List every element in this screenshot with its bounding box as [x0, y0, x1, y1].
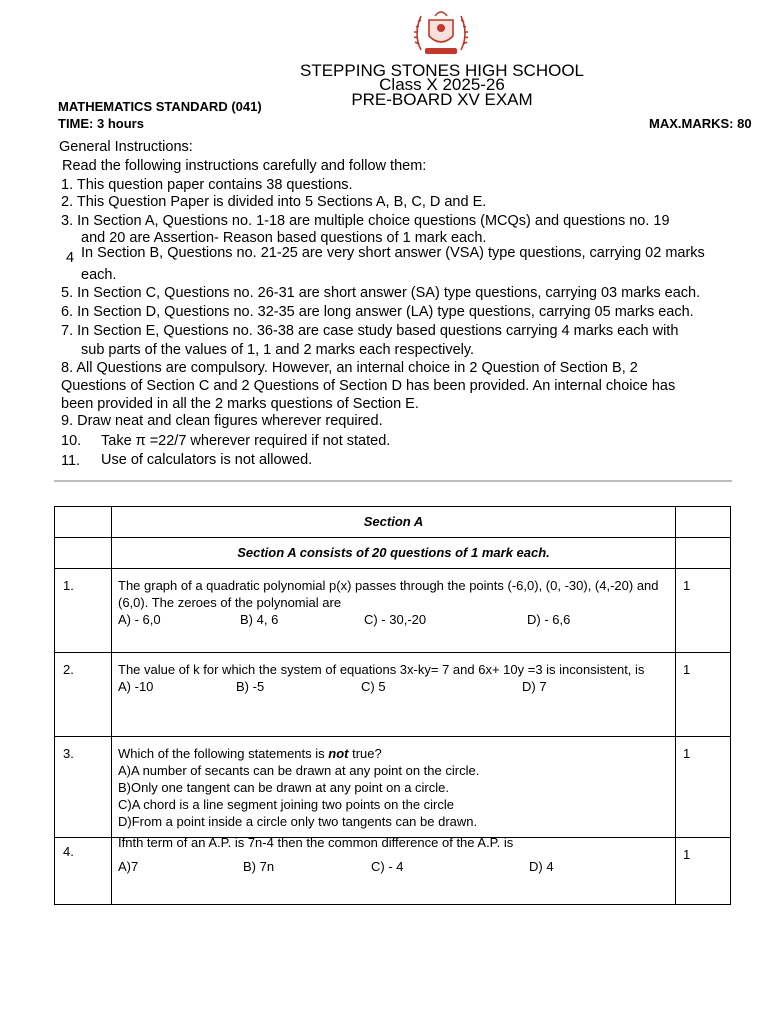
exam-title: PRE-BOARD XV EXAM	[351, 90, 533, 109]
table-row	[55, 737, 731, 838]
instruction-7: 7. In Section E, Questions no. 36-38 are case study based questions carrying 4 marks each with	[61, 323, 679, 339]
option-d: D) 4	[529, 859, 554, 874]
instruction-10: Take π =22/7 wherever required if not stated.	[101, 433, 391, 449]
section-title: Section A	[112, 507, 676, 538]
instruction-6: 6. In Section D, Questions no. 32-35 are long answer (LA) type questions, carrying 05 marks each.	[61, 304, 694, 320]
option-b: B) -5	[236, 679, 265, 694]
question-text: The graph of a quadratic polynomial p(x) passes through the points (-6,0), (0, -30), (4,-20) and (6,0). The zeroes of the polynomial are	[118, 578, 659, 610]
instruction-10-number: 10.	[61, 433, 82, 449]
option-b: B) 4, 6	[240, 612, 279, 627]
question-marks: 1	[676, 838, 731, 905]
questions-table	[54, 506, 731, 905]
question-number: 3.	[55, 737, 112, 838]
option-a: A) -10	[118, 679, 154, 694]
question-marks: 1	[676, 569, 731, 653]
table-row	[55, 653, 731, 737]
instruction-8-cont1: Questions of Section C and 2 Questions of Section D has been provided. An internal choice has	[61, 378, 676, 394]
instruction-5: 5. In Section C, Questions no. 26-31 are short answer (SA) type questions, carrying 03 marks each.	[61, 285, 701, 301]
class-line: Class X 2025-26	[379, 75, 505, 94]
question-text	[118, 745, 669, 762]
instruction-1: 1. This question paper contains 38 questions.	[61, 177, 353, 193]
question-text: The value of k for which the system of equations 3x-ky= 7 and 6x+ 10y =3 is inconsistent, is	[118, 662, 645, 677]
option-c: C) 5	[361, 679, 386, 694]
instruction-4-cont: each.	[81, 267, 117, 283]
question-marks: 1	[676, 737, 731, 838]
question-number: 2.	[55, 653, 112, 737]
question-number: 4.	[55, 838, 112, 905]
subject-name: MATHEMATICS STANDARD (041)	[58, 99, 262, 114]
school-name: STEPPING STONES HIGH SCHOOL	[299, 61, 585, 80]
table-row	[55, 838, 731, 905]
table-row	[55, 569, 731, 653]
option-c: C) - 30,-20	[364, 612, 427, 627]
question-number: 1.	[55, 569, 112, 653]
option-b: B)Only one tangent can be drawn at any point on a circle.	[118, 780, 449, 795]
option-b: B) 7n	[243, 859, 275, 874]
exam-time: TIME: 3 hours	[58, 116, 144, 131]
question-emphasis: not	[328, 746, 349, 761]
option-c: C) - 4	[371, 859, 404, 874]
school-crest-icon	[411, 6, 471, 62]
option-d: D) - 6,6	[527, 612, 571, 627]
divider	[54, 480, 732, 482]
option-c: C)A chord is a line segment joining two points on the circle	[118, 797, 455, 812]
section-subtitle-row	[55, 538, 731, 569]
instruction-2: 2. This Question Paper is divided into 5 Sections A, B, C, D and E.	[61, 194, 487, 210]
instruction-4-number: 4	[66, 250, 75, 266]
option-d: D) 7	[522, 679, 547, 694]
instruction-11-number: 11.	[61, 453, 81, 469]
instruction-8-cont2: been provided in all the 2 marks questions of Section E.	[61, 396, 419, 412]
instruction-9: 9. Draw neat and clean figures wherever required.	[61, 413, 383, 429]
question-text-end: true?	[348, 746, 382, 761]
options-row	[118, 678, 669, 695]
instructions-title: General Instructions:	[59, 139, 193, 155]
section-title-row	[55, 507, 731, 538]
instruction-7-cont: sub parts of the values of 1, 1 and 2 marks each respectively.	[81, 342, 475, 358]
section-subtitle: Section A consists of 20 questions of 1 mark each.	[112, 538, 676, 569]
options-row	[118, 611, 669, 628]
instruction-8: 8. All Questions are compulsory. However, an internal choice in 2 Question of Section B, 2	[61, 360, 638, 376]
question-marks: 1	[676, 653, 731, 737]
option-a: A)A number of secants can be drawn at any point on the circle.	[118, 763, 480, 778]
option-d: D)From a point inside a circle only two tangents can be drawn.	[118, 814, 478, 829]
instructions-intro: Read the following instructions carefully and follow them:	[62, 158, 427, 174]
instruction-11: Use of calculators is not allowed.	[101, 452, 313, 468]
instruction-4: In Section B, Questions no. 21-25 are very short answer (VSA) type questions, carrying 02 marks	[81, 245, 705, 261]
question-text: Ifnth term of an A.P. is 7n-4 then the common difference of the A.P. is	[118, 835, 514, 850]
options-row	[118, 858, 669, 875]
question-text-start: Which of the following statements is	[118, 746, 329, 761]
max-marks: MAX.MARKS: 80	[649, 116, 752, 131]
instruction-3: 3. In Section A, Questions no. 1-18 are multiple choice questions (MCQs) and questions no. 19	[61, 213, 670, 229]
instruction-3-cont: and 20 are Assertion- Reason based questions of 1 mark each.	[81, 230, 487, 246]
option-a: A) - 6,0	[118, 612, 161, 627]
option-a: A)7	[118, 859, 139, 874]
